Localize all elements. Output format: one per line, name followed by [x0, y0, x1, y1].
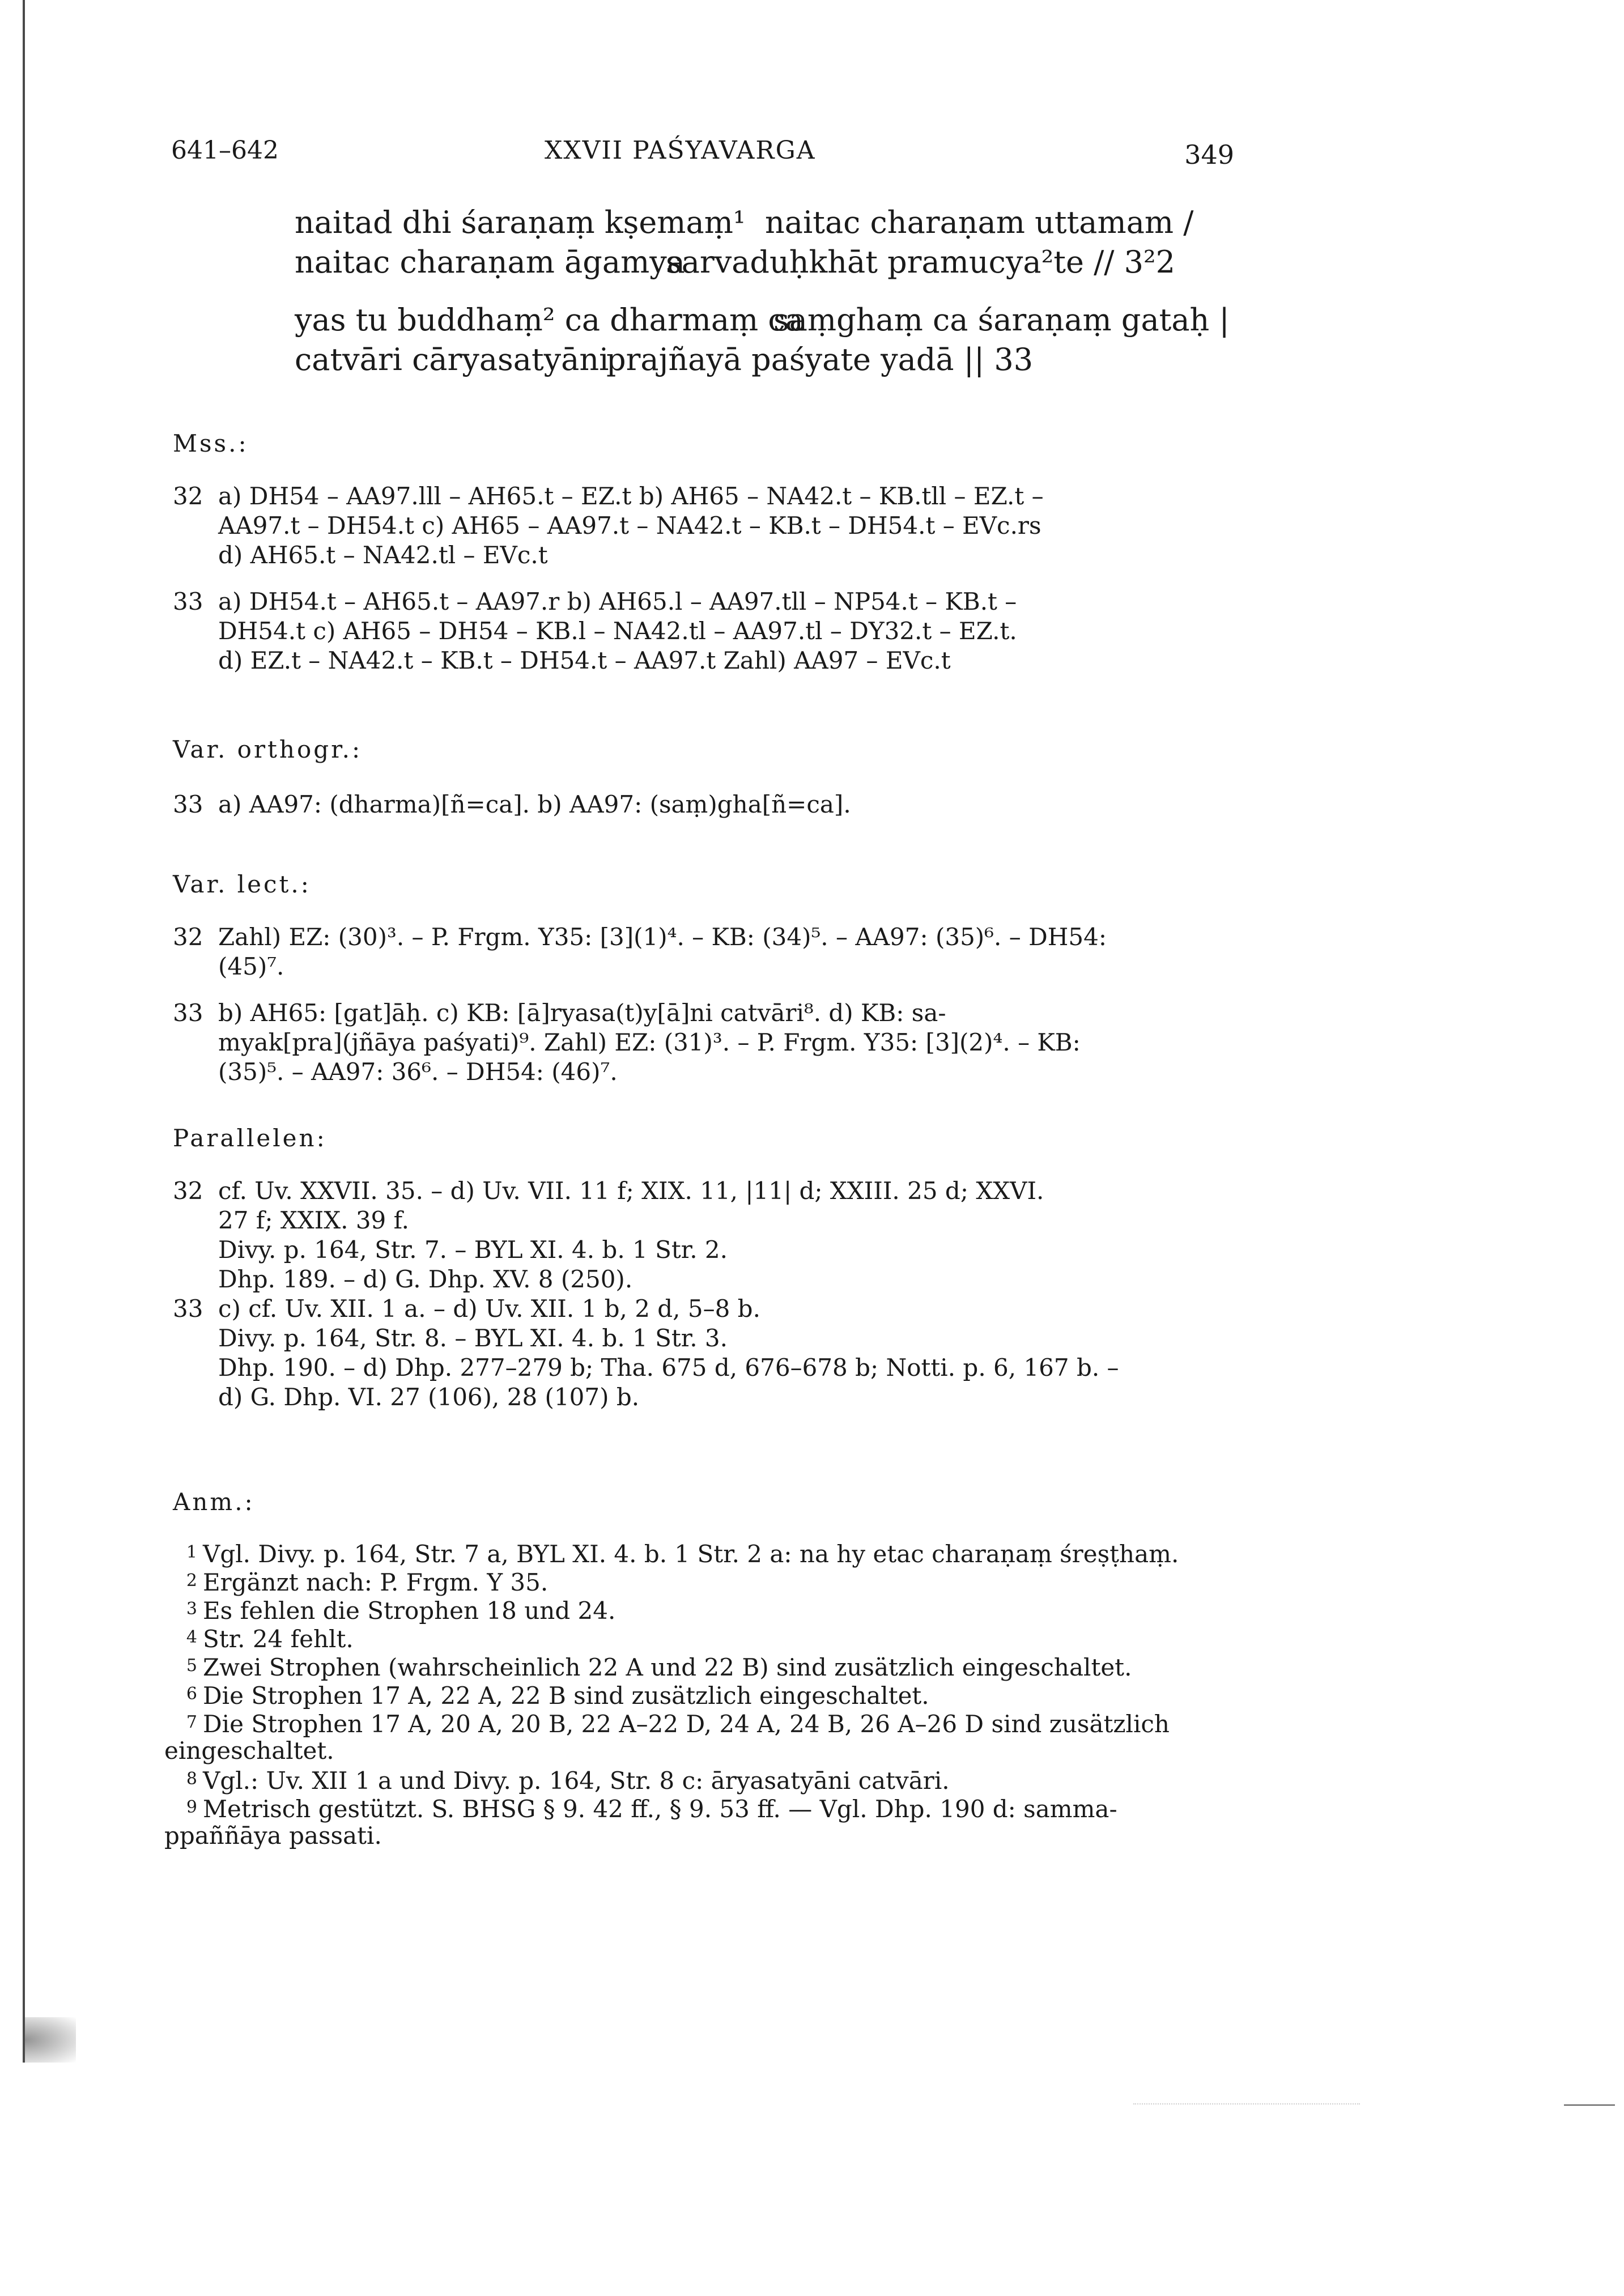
verse-number: 32: [173, 482, 203, 510]
var-orthogr-block: [173, 790, 1247, 836]
text-line: (45)⁷.: [218, 953, 284, 980]
verse-line: [295, 340, 1315, 380]
footnote-text: Str. 24 fehlt.: [203, 1625, 354, 1653]
text-line: a) DH54 – AA97.lll – AH65.t – EZ.t b) AH65 – NA42.t – KB.tll – EZ.t –: [218, 482, 1044, 510]
footnote: [170, 1680, 1244, 1708]
text-line: cf. Uv. XXVII. 35. – d) Uv. VII. 11 f; XIX. 11, |11| d; XXIII. 25 d; XXVI.: [218, 1177, 1044, 1205]
footnote-text: Es fehlen die Strophen 18 und 24.: [203, 1597, 616, 1625]
footnote-text: Metrisch gestützt. S. BHSG § 9. 42 ff., § 9. 53 ff. — Vgl. Dhp. 190 d: samma-: [203, 1795, 1117, 1823]
footnote-number: 2: [186, 1571, 197, 1591]
footnote-number: 9: [186, 1797, 197, 1817]
footnote-text: eingeschaltet.: [164, 1737, 334, 1764]
footnote-text: Vgl.: Uv. XII 1 a und Divy. p. 164, Str. 8 c: āryasatyāni catvāri.: [203, 1767, 950, 1795]
verse-pada-b: naitac charaṇam uttamam /: [765, 205, 1194, 240]
text-line: Dhp. 190. – d) Dhp. 277–279 b; Tha. 675 d, 676–678 b; Notti. p. 6, 167 b. –: [218, 1354, 1119, 1381]
verse-pada-c: catvāri cāryasatyāni: [295, 342, 609, 377]
verse-pada-d: sarvaduḥkhāt pramucya²te // 3²2: [666, 244, 1175, 280]
text-line: d) G. Dhp. VI. 27 (106), 28 (107) b.: [218, 1383, 640, 1411]
footnote-continuation: [164, 1821, 1244, 1849]
verse-33: [295, 300, 1315, 380]
anm-notes: [164, 1538, 1244, 1849]
mss-entry-33: [173, 587, 1247, 675]
footnote: [170, 1538, 1244, 1566]
verse-line: [295, 300, 1315, 340]
text-line: Dhp. 189. – d) G. Dhp. XV. 8 (250).: [218, 1265, 633, 1293]
footnote-text: Die Strophen 17 A, 20 A, 20 B, 22 A–22 D, 24 A, 24 B, 26 A–26 D sind zusätzlich: [203, 1710, 1170, 1738]
verse-line: [295, 203, 1315, 243]
text-line: d) EZ.t – NA42.t – KB.t – DH54.t – AA97.t Zahl) AA97 – EVc.t: [218, 647, 951, 674]
footnote-text: ppaññāya passati.: [164, 1822, 382, 1849]
binding-edge: [23, 0, 25, 2063]
text-line: (35)⁵. – AA97: 36⁶. – DH54: (46)⁷.: [218, 1058, 618, 1086]
text-line: c) cf. Uv. XII. 1 a. – d) Uv. XII. 1 b, 2 d, 5–8 b.: [218, 1295, 760, 1323]
var-lect-entry-33: [173, 998, 1247, 1087]
var-lect-heading: Var. lect.:: [173, 870, 311, 898]
mss-entry-32: [173, 482, 1247, 570]
footnote-number: 6: [186, 1684, 197, 1704]
verse-number: 33: [173, 790, 203, 818]
footnote-number: 3: [186, 1599, 197, 1619]
verse-pada-c: naitac charaṇam āgamya: [295, 244, 685, 280]
verse-line: [295, 243, 1315, 282]
parallelen-heading: Parallelen:: [173, 1124, 327, 1152]
text-line: myak[pra](jñāya paśyati)⁹. Zahl) EZ: (31)³. – P. Frgm. Y35: [3](2)⁴. – KB:: [218, 1028, 1081, 1056]
verse-number: 33: [173, 1295, 203, 1323]
text-line: b) AH65: [gat]āḥ. c) KB: [ā]ryasa(t)y[ā]ni catvāri⁸. d) KB: sa-: [218, 999, 946, 1027]
var-lect-entry-32: [173, 922, 1247, 981]
mss-block: [173, 482, 1247, 692]
header-chapter-title: XXVII PAŚYAVARGA: [545, 136, 816, 165]
verse-pada-a: yas tu buddhaṃ² ca dharmaṃ ca: [295, 302, 804, 338]
verse-32: [295, 203, 1315, 282]
footnote-number: 4: [186, 1627, 197, 1647]
verse-number: 32: [173, 923, 203, 951]
verse-pada-d: prajñayā paśyate yadā || 33: [606, 342, 1034, 377]
text-line: AA97.t – DH54.t c) AH65 – AA97.t – NA42.t – KB.t – DH54.t – EVc.rs: [218, 512, 1041, 539]
anm-heading: Anm.:: [173, 1488, 255, 1516]
header-page-number: 349: [1184, 139, 1234, 170]
scan-rule: [1564, 2104, 1615, 2106]
verse-pada-b: saṃghaṃ ca śaraṇaṃ gataḥ |: [773, 302, 1230, 338]
footnote-number: 8: [186, 1769, 197, 1789]
footnote-number: 1: [186, 1542, 197, 1562]
parallelen-entry-32: [173, 1176, 1247, 1294]
footnote-text: Vgl. Divy. p. 164, Str. 7 a, BYL XI. 4. b. 1 Str. 2 a: na hy etac charaṇaṃ śreṣṭhaṃ.: [203, 1540, 1179, 1568]
verse-pada-a: naitad dhi śaraṇaṃ kṣemaṃ¹: [295, 205, 746, 240]
text-line: DH54.t c) AH65 – DH54 – KB.l – NA42.tl – AA97.tl – DY32.t – EZ.t.: [218, 617, 1017, 645]
parallelen-entry-33: [173, 1294, 1247, 1412]
text-line: Divy. p. 164, Str. 8. – BYL XI. 4. b. 1 Str. 3.: [218, 1324, 728, 1352]
verse-number: 33: [173, 999, 203, 1027]
header-page-range: 641–642: [171, 136, 279, 165]
scan-smudge: [25, 2017, 76, 2063]
footnote: [170, 1651, 1244, 1680]
footnote-text: Die Strophen 17 A, 22 A, 22 B sind zusätzlich eingeschaltet.: [203, 1682, 929, 1710]
var-orthogr-heading: Var. orthogr.:: [173, 735, 363, 763]
footnote-number: 5: [186, 1656, 197, 1676]
footnote: [170, 1623, 1244, 1651]
verse-number: 32: [173, 1177, 203, 1205]
scan-dots: [1133, 2103, 1360, 2106]
footnote: [170, 1764, 1244, 1793]
footnote: [170, 1595, 1244, 1623]
text-line: a) AA97: (dharma)[ñ=ca]. b) AA97: (saṃ)gha[ñ=ca].: [218, 790, 851, 818]
footnote: [170, 1793, 1244, 1821]
footnote: [170, 1708, 1244, 1736]
verse-number: 33: [173, 588, 203, 615]
footnote-continuation: [164, 1736, 1244, 1764]
footnote-text: Zwei Strophen (wahrscheinlich 22 A und 22 B) sind zusätzlich eingeschaltet.: [203, 1653, 1132, 1681]
mss-heading: Mss.:: [173, 430, 249, 457]
parallelen-block: [173, 1176, 1247, 1429]
text-line: Divy. p. 164, Str. 7. – BYL XI. 4. b. 1 Str. 2.: [218, 1236, 728, 1264]
footnote-number: 7: [186, 1712, 197, 1732]
var-orthogr-entry-33: [173, 790, 1247, 819]
text-line: Zahl) EZ: (30)³. – P. Frgm. Y35: [3](1)⁴. – KB: (34)⁵. – AA97: (35)⁶. – DH54:: [218, 923, 1107, 951]
var-lect-block: [173, 922, 1247, 1104]
footnote-text: Ergänzt nach: P. Frgm. Y 35.: [203, 1568, 549, 1596]
footnote: [170, 1566, 1244, 1595]
running-header: [171, 136, 1234, 176]
text-line: a) DH54.t – AH65.t – AA97.r b) AH65.l – AA97.tll – NP54.t – KB.t –: [218, 588, 1017, 615]
text-line: 27 f; XXIX. 39 f.: [218, 1206, 410, 1234]
text-line: d) AH65.t – NA42.tl – EVc.t: [218, 541, 548, 569]
